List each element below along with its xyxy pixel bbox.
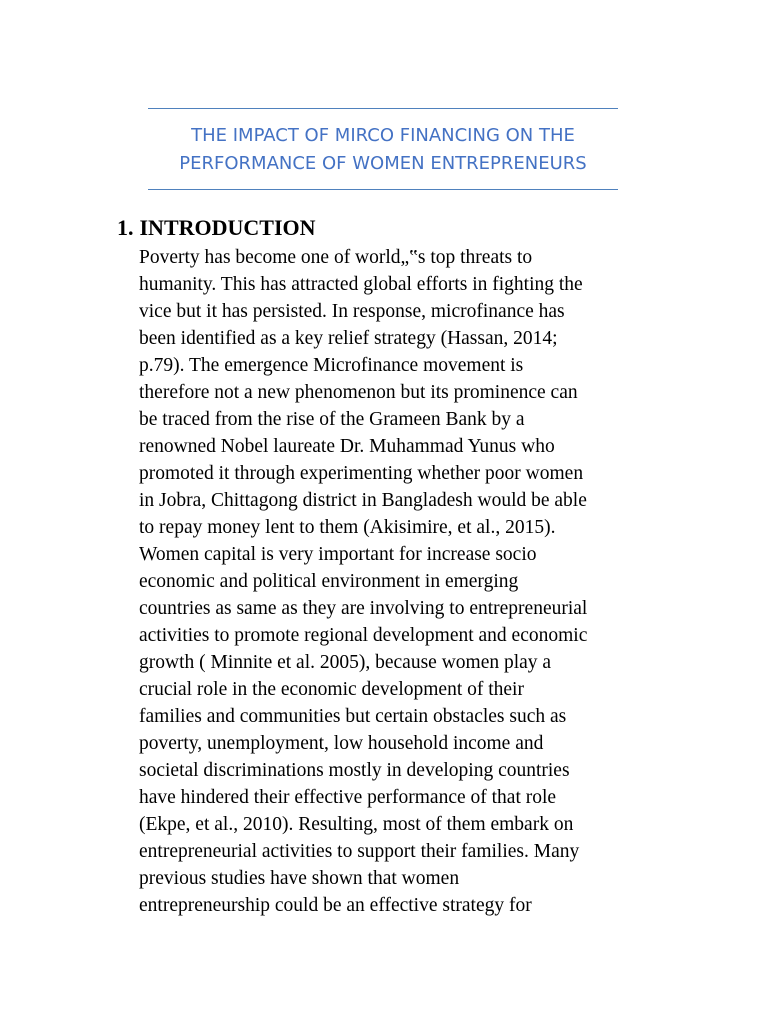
section-heading-text: INTRODUCTION (139, 215, 316, 240)
paragraph-line: (Ekpe, et al., 2010). Resulting, most of them embark on (139, 814, 574, 835)
paragraph-line: families and communities but certain obstacles such as (139, 706, 567, 727)
title-bottom-rule (148, 189, 618, 190)
paragraph-line: entrepreneurial activities to support their families. Many (139, 841, 580, 862)
paragraph-line: economic and political environment in emerging (139, 571, 519, 592)
paragraph-line: promoted it through experimenting whether poor women (139, 463, 584, 484)
title-line-2: PERFORMANCE OF WOMEN ENTREPRENEURS (179, 153, 587, 174)
paragraph-line: to repay money lent to them (Akisimire, et al., 2015). (139, 517, 556, 538)
paragraph-line: previous studies have shown that women (139, 868, 460, 889)
paragraph-line: p.79). The emergence Microfinance movement is (139, 355, 524, 376)
section-heading (117, 213, 316, 243)
paragraph-line: entrepreneurship could be an effective strategy for (139, 895, 532, 916)
document-title (140, 122, 626, 178)
paragraph-line: Women capital is very important for increase socio (139, 544, 537, 565)
paragraph-line: growth ( Minnite et al. 2005), because women play a (139, 652, 552, 673)
title-top-rule (148, 108, 618, 109)
paragraph-line: renowned Nobel laureate Dr. Muhammad Yunus who (139, 436, 555, 457)
paragraph-line: poverty, unemployment, low household income and (139, 733, 544, 754)
paragraph-line: Poverty has become one of world„‟s top threats to (139, 247, 533, 268)
paragraph-line: in Jobra, Chittagong district in Bangladesh would be able (139, 490, 587, 511)
introduction-paragraph (139, 244, 699, 919)
paragraph-line: societal discriminations mostly in developing countries (139, 760, 570, 781)
paragraph-line: countries as same as they are involving to entrepreneurial (139, 598, 588, 619)
paragraph-line: vice but it has persisted. In response, microfinance has (139, 301, 565, 322)
paragraph-line: have hindered their effective performance of that role (139, 787, 557, 808)
title-line-1: THE IMPACT OF MIRCO FINANCING ON THE (191, 125, 575, 146)
paragraph-line: humanity. This has attracted global efforts in fighting the (139, 274, 583, 295)
paragraph-line: be traced from the rise of the Grameen Bank by a (139, 409, 525, 430)
paragraph-line: activities to promote regional development and economic (139, 625, 588, 646)
paragraph-line: therefore not a new phenomenon but its prominence can (139, 382, 578, 403)
paragraph-line: been identified as a key relief strategy (Hassan, 2014; (139, 328, 558, 349)
section-number: 1. (117, 215, 134, 240)
paragraph-line: crucial role in the economic development of their (139, 679, 524, 700)
